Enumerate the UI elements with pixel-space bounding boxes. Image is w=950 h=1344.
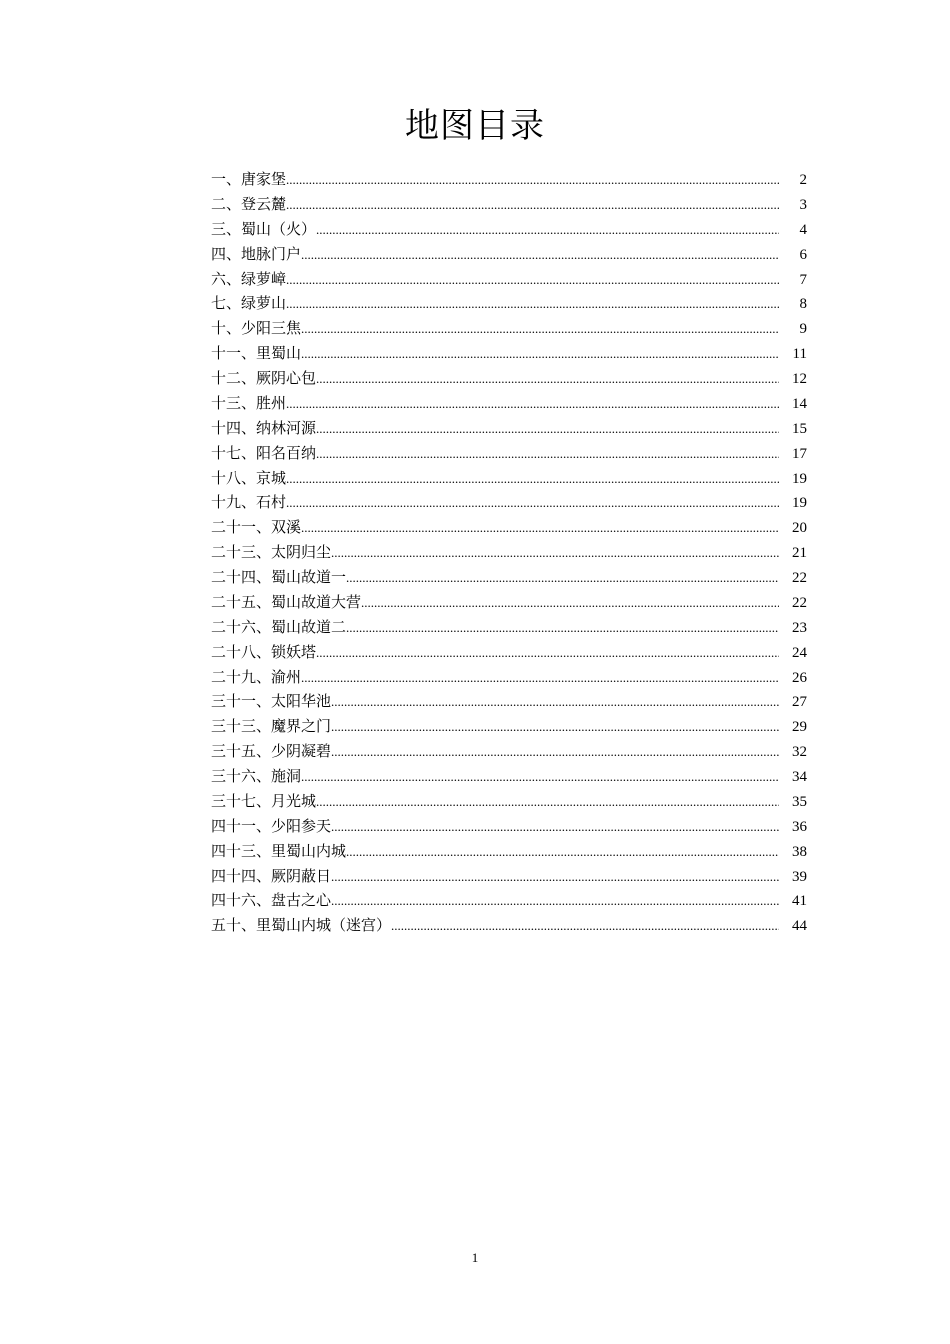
toc-entry-page: 39 xyxy=(792,868,807,885)
toc-entry-label: 七、绿萝山 xyxy=(211,294,287,313)
toc-entry-page: 15 xyxy=(792,420,807,437)
toc-entry-page: 14 xyxy=(792,395,807,412)
toc-entry-label: 十一、里蜀山 xyxy=(211,344,302,363)
toc-entry-label: 三十一、太阳华池 xyxy=(211,692,332,711)
toc-entry-label: 二十九、渝州 xyxy=(211,667,302,686)
toc-entry-label: 四、地脉门户 xyxy=(211,244,302,263)
toc-entry-page: 26 xyxy=(792,669,807,686)
toc-entry-page: 34 xyxy=(792,769,807,785)
toc-entry-page: 41 xyxy=(792,893,807,910)
toc-entry[interactable] xyxy=(211,490,807,515)
toc-dot-leader xyxy=(286,268,779,293)
toc-entry[interactable] xyxy=(211,590,807,615)
toc-dot-leader xyxy=(331,715,779,740)
toc-entry-page: 44 xyxy=(792,918,807,935)
toc-dot-leader xyxy=(301,516,779,541)
toc-dot-leader xyxy=(346,840,779,865)
toc-entry-label: 四十三、里蜀山内城 xyxy=(211,841,347,860)
toc-dot-leader xyxy=(301,342,779,367)
page-number: 1 xyxy=(471,1250,479,1265)
toc-dot-leader xyxy=(316,442,779,467)
toc-entry-page: 35 xyxy=(792,793,807,810)
toc-entry-page: 23 xyxy=(792,619,807,636)
toc-entry[interactable] xyxy=(211,192,807,217)
toc-entry-page: 17 xyxy=(792,445,807,462)
toc-dot-leader xyxy=(286,168,779,193)
toc-entry-page: 38 xyxy=(792,843,807,860)
toc-entry[interactable] xyxy=(211,814,807,839)
toc-entry-page: 32 xyxy=(792,744,807,761)
toc-entry-label: 二十一、双溪 xyxy=(211,518,302,537)
toc-entry-label: 二十五、蜀山故道大营 xyxy=(211,592,362,611)
toc-entry-label: 三十五、少阴凝碧 xyxy=(211,742,332,761)
toc-entry-label: 二十三、太阴归尘 xyxy=(211,543,332,562)
toc-dot-leader xyxy=(316,417,779,442)
toc-dot-leader xyxy=(361,591,779,616)
toc-entry[interactable] xyxy=(211,615,807,640)
toc-entry-page: 8 xyxy=(799,296,807,313)
toc-dot-leader xyxy=(286,491,779,516)
toc-entry[interactable] xyxy=(211,466,807,491)
toc-entry[interactable] xyxy=(211,515,807,540)
toc-entry-page: 6 xyxy=(799,246,807,263)
toc-entry[interactable] xyxy=(211,913,807,938)
toc-entry-label: 二十四、蜀山故道一 xyxy=(211,568,347,586)
toc-entry[interactable] xyxy=(211,540,807,565)
toc-entry-label: 一、唐家堡 xyxy=(211,170,287,188)
toc-entry[interactable] xyxy=(211,714,807,739)
toc-entry[interactable] xyxy=(211,665,807,690)
toc-dot-leader xyxy=(331,815,779,840)
toc-entry-page: 19 xyxy=(792,495,807,512)
toc-entry[interactable] xyxy=(211,416,807,441)
toc-entry[interactable] xyxy=(211,689,807,714)
toc-entry-label: 四十六、盘古之心 xyxy=(211,891,332,910)
page-title: 地图目录 xyxy=(405,106,545,146)
table-of-contents xyxy=(211,167,807,938)
toc-entry-label: 十九、石村 xyxy=(211,493,287,512)
toc-entry-page: 3 xyxy=(799,196,807,213)
toc-entry-page: 20 xyxy=(792,520,807,537)
toc-dot-leader xyxy=(331,740,779,765)
toc-dot-leader xyxy=(286,193,779,218)
toc-entry-label: 十七、阳名百纳 xyxy=(211,443,317,462)
toc-dot-leader xyxy=(316,790,779,815)
toc-entry-page: 2 xyxy=(799,172,807,188)
toc-entry[interactable] xyxy=(211,267,807,292)
toc-entry[interactable] xyxy=(211,864,807,889)
toc-entry[interactable] xyxy=(211,565,807,590)
toc-dot-leader xyxy=(286,392,779,417)
toc-dot-leader xyxy=(316,641,779,666)
toc-entry-page: 36 xyxy=(792,818,807,835)
toc-entry-page: 7 xyxy=(799,271,807,288)
toc-dot-leader xyxy=(346,566,779,591)
toc-entry-label: 三十三、魔界之门 xyxy=(211,717,332,736)
toc-entry[interactable] xyxy=(211,341,807,366)
toc-entry-page: 12 xyxy=(792,371,807,387)
toc-dot-leader xyxy=(316,367,779,392)
toc-dot-leader xyxy=(301,765,779,790)
toc-entry[interactable] xyxy=(211,888,807,913)
toc-entry[interactable] xyxy=(211,839,807,864)
toc-entry-label: 六、绿萝嶂 xyxy=(211,269,287,288)
toc-entry[interactable] xyxy=(211,739,807,764)
toc-dot-leader xyxy=(331,889,779,914)
toc-entry-page: 4 xyxy=(799,221,807,238)
toc-dot-leader xyxy=(286,467,779,492)
toc-entry[interactable] xyxy=(211,391,807,416)
toc-entry[interactable] xyxy=(211,291,807,316)
toc-entry[interactable] xyxy=(211,316,807,341)
toc-entry[interactable] xyxy=(211,441,807,466)
toc-entry-page: 21 xyxy=(792,545,807,562)
toc-entry-label: 十四、纳林河源 xyxy=(211,418,317,437)
toc-entry-label: 十八、京城 xyxy=(211,468,287,487)
toc-dot-leader xyxy=(331,865,779,890)
toc-entry-label: 四十四、厥阴蔽日 xyxy=(211,866,332,885)
toc-dot-leader xyxy=(331,541,779,566)
toc-dot-leader xyxy=(301,666,779,691)
toc-entry-page: 9 xyxy=(799,321,807,338)
toc-entry[interactable] xyxy=(211,167,807,192)
toc-dot-leader xyxy=(301,317,779,342)
toc-dot-leader xyxy=(346,616,779,641)
toc-entry-page: 11 xyxy=(792,346,807,363)
toc-entry-label: 十、少阳三焦 xyxy=(211,319,302,338)
toc-entry-label: 二十八、锁妖塔 xyxy=(211,642,317,661)
toc-entry-page: 22 xyxy=(792,594,807,611)
toc-entry-label: 十二、厥阴心包 xyxy=(211,369,317,387)
toc-entry-page: 24 xyxy=(792,644,807,661)
toc-entry-label: 三十七、月光城 xyxy=(211,791,317,810)
toc-entry[interactable] xyxy=(211,789,807,814)
toc-entry[interactable] xyxy=(211,366,807,391)
toc-entry-label: 十三、胜州 xyxy=(211,393,287,412)
toc-entry-label: 四十一、少阳参天 xyxy=(211,816,332,835)
toc-dot-leader xyxy=(301,243,779,268)
toc-dot-leader xyxy=(286,292,779,317)
toc-entry-label: 二、登云麓 xyxy=(211,194,287,213)
toc-entry-label: 二十六、蜀山故道二 xyxy=(211,617,347,636)
toc-entry[interactable] xyxy=(211,242,807,267)
toc-entry-label: 五十、里蜀山内城（迷宫） xyxy=(211,916,392,935)
toc-dot-leader xyxy=(331,690,779,715)
toc-entry-page: 22 xyxy=(792,570,807,586)
toc-dot-leader xyxy=(316,218,779,243)
toc-entry[interactable] xyxy=(211,764,807,789)
toc-entry[interactable] xyxy=(211,217,807,242)
toc-entry-page: 29 xyxy=(792,719,807,736)
toc-dot-leader xyxy=(391,914,779,939)
toc-entry-label: 三、蜀山（火） xyxy=(211,219,317,238)
toc-entry-page: 27 xyxy=(792,694,807,711)
toc-entry-label: 三十六、施洞 xyxy=(211,767,302,785)
toc-entry[interactable] xyxy=(211,640,807,665)
toc-entry-page: 19 xyxy=(792,470,807,487)
